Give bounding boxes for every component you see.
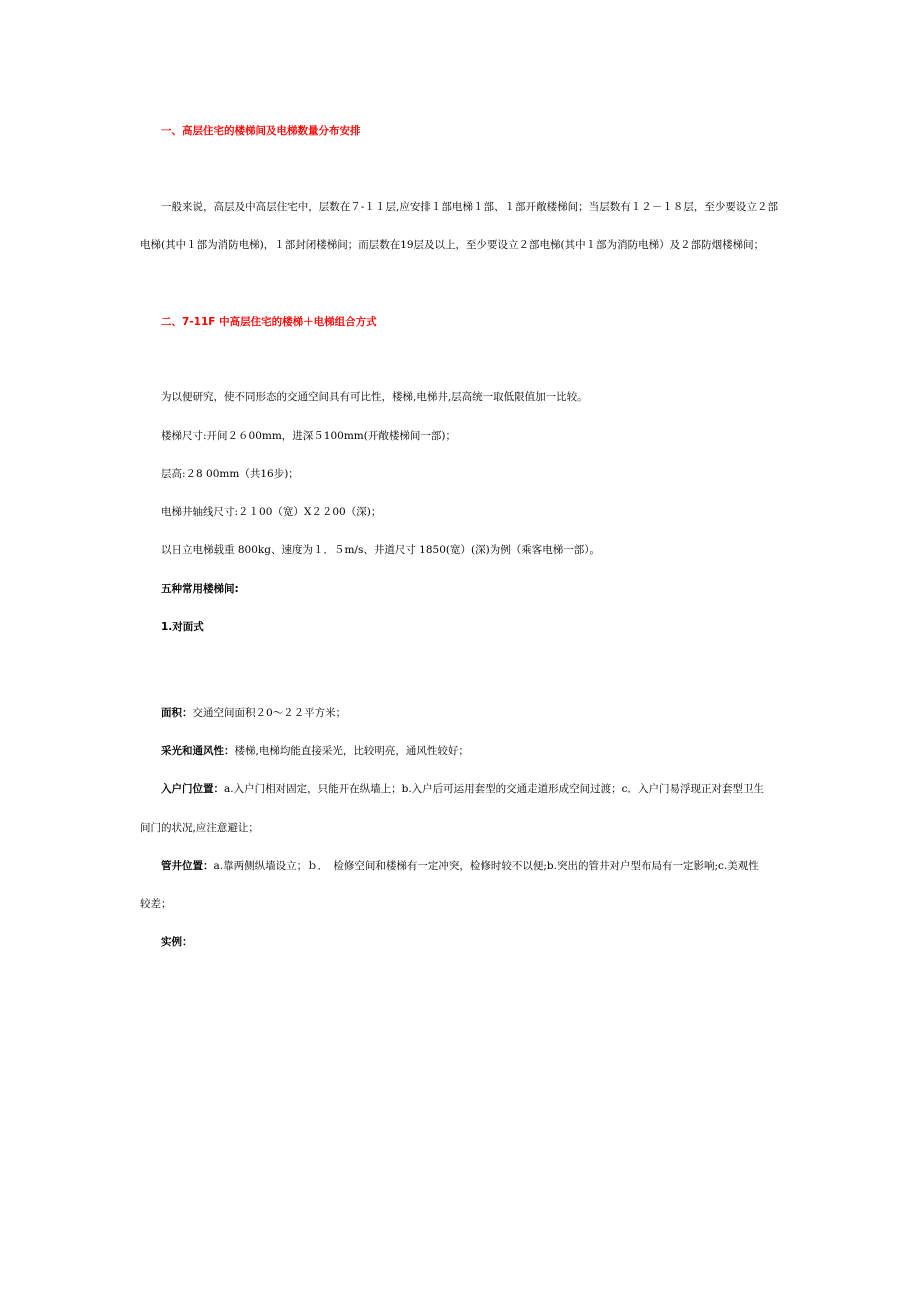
heading-type-1: 1.对面式 — [161, 621, 204, 633]
text-area: 交通空间面积２0～２２平方米； — [192, 707, 347, 719]
text-shaft-position-line1: a.靠两侧纵墙设立；ｂ． 检修空间和楼梯有一定冲突，检修时较不以便;b.突出的管井对户型布局有一定影响;c.美观性 — [213, 860, 759, 872]
text-lighting: 楼梯,电梯均能直接采光，比较明亮，通风性较好； — [234, 745, 469, 757]
label-shaft-position: 管井位置： — [161, 860, 214, 872]
text-entry-door-line1: a.入户门相对固定，只能开在纵墙上；b.入户后可运用套型的交通走道形成空间过渡；c．入户门易浮现正对套型卫生 — [224, 783, 765, 795]
text-stair-size: 楼梯尺寸:开间２６00mm，进深５100mm(开敞楼梯间一部)； — [161, 430, 456, 442]
label-entry-door: 入户门位置： — [161, 783, 224, 795]
text-elevator-example: 以日立电梯载重 800kg、速度为１．５m/s、井道尺寸 1850(宽）(深)为例（乘客电梯一部）。 — [161, 544, 600, 556]
paragraph-intro: 为以便研究，使不同形态的交通空间具有可比性，楼梯,电梯井,层高统一取低限值加一比较。 — [161, 391, 588, 403]
heading-five-stair-types: 五种常用楼梯间: — [161, 583, 239, 595]
item-lighting-ventilation — [161, 744, 469, 758]
text-shaft-position-line2: 较差； — [140, 898, 172, 910]
item-entry-door-line1 — [161, 782, 764, 796]
paragraph-floor-requirements-line2: 电梯(其中１部为消防电梯)，１部封闭楼梯间；而层数在19层及以上，至少要设立２部电梯(其中１部为消防电梯）及２部防烟楼梯间； — [140, 239, 765, 251]
text-floor-height: 层高:２8 00mm（共16步)； — [161, 468, 299, 480]
paragraph-floor-requirements-line1: 一般来说，高层及中高层住宅中，层数在７-１１层,应安排１部电梯１部、１部开敞楼梯间；当层数有１２－１８层，至少要设立２部 — [161, 201, 778, 213]
heading-stair-elevator-distribution: 一、高层住宅的楼梯间及电梯数量分布安排 — [161, 125, 361, 137]
item-area — [161, 706, 346, 720]
label-area: 面积： — [161, 707, 193, 719]
heading-example: 实例： — [161, 936, 193, 948]
text-entry-door-line2: 间门的状况,应注意避让； — [140, 822, 259, 834]
item-shaft-position-line1 — [161, 859, 759, 873]
heading-combination-methods: 二、7-11F 中高层住宅的楼梯＋电梯组合方式 — [161, 316, 377, 328]
text-shaft-size: 电梯井轴线尺寸:２１00（宽）X２２00（深)； — [161, 506, 382, 518]
label-lighting: 采光和通风性： — [161, 745, 235, 757]
